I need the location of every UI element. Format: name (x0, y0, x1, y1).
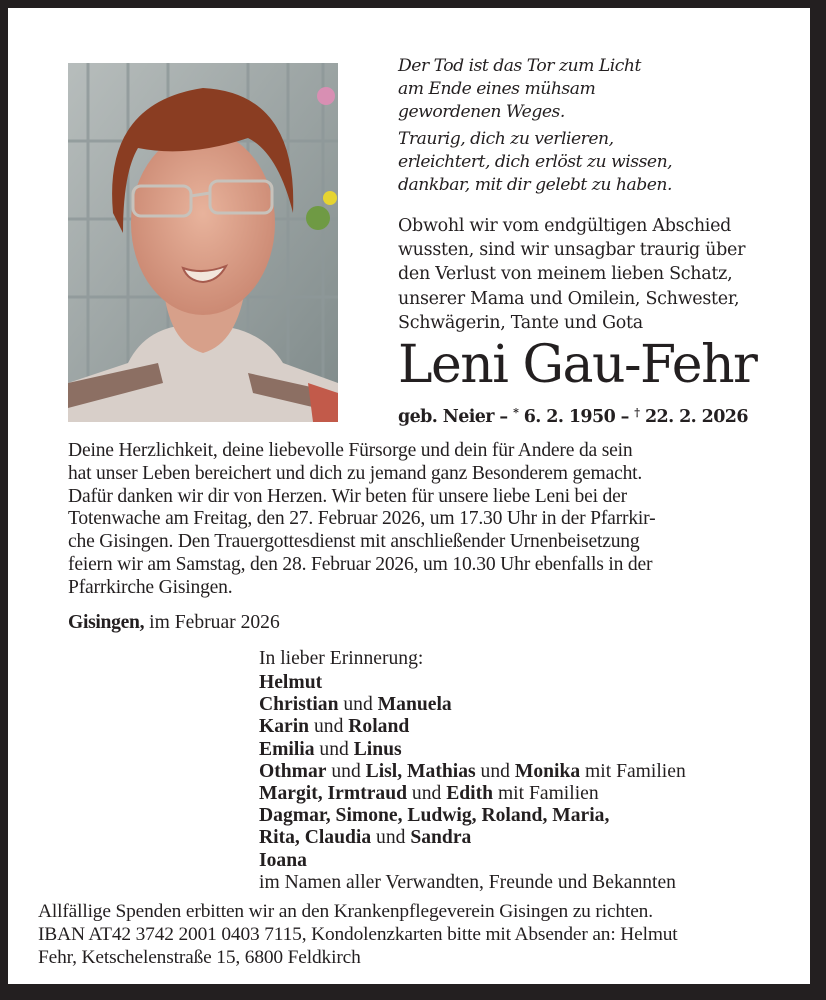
mourner-name: Edith (446, 783, 494, 804)
body-line: Deine Herzlichkeit, deine liebevolle Fürsorge und dein für Andere da sein (68, 440, 633, 461)
intro-line: Obwohl wir vom endgültigen Abschied (398, 216, 732, 236)
intro-line: Schwägerin, Tante und Gota (398, 312, 643, 333)
connector-text: und (475, 760, 515, 782)
intro-line: unserer Mama und Omilein, Schwester, (398, 288, 740, 309)
mourner-name: Othmar (259, 760, 327, 782)
mourner-name: Linus (353, 738, 402, 760)
obituary-notice (8, 8, 810, 984)
connector-text: und (309, 716, 349, 738)
body-line: Pfarrkirche Gisingen. (68, 576, 233, 598)
mourner-name: Ioana (259, 849, 307, 871)
separator: – (615, 407, 635, 427)
connector-text: und (314, 738, 354, 760)
donation-footer (38, 901, 798, 969)
motto-stanza-2 (398, 128, 798, 197)
connector-text: im Namen aller Verwandten, Freunde und Bekannten (259, 871, 676, 893)
connector-text: und (326, 760, 366, 782)
death-cross-icon: † (634, 406, 640, 419)
mourner-names (259, 805, 609, 827)
mourner-names (259, 739, 402, 761)
motto-line: am Ende eines mühsam (398, 79, 596, 99)
connector-text: und (338, 694, 378, 716)
connector-text: mit Familien (580, 760, 686, 782)
connector-text: und (407, 783, 447, 804)
mourner-names (259, 672, 322, 694)
footer-line: Fehr, Ketschelenstraße 15, 6800 Feldkirch (38, 946, 361, 968)
motto-stanza-1 (398, 55, 798, 124)
birth-date: 6. 2. 1950 (518, 407, 616, 427)
mourner-names (259, 850, 307, 872)
place-city: Gisingen, (68, 612, 145, 633)
footer-line: Allfällige Spenden erbitten wir an den Krankenpflegeverein Gisingen zu richten. (38, 901, 653, 922)
connector-text: und (371, 827, 411, 849)
motto-line: erleichtert, dich erlöst zu wissen, (398, 152, 673, 172)
body-line: Totenwache am Freitag, den 27. Februar 2026, um 17.30 Uhr in der Pfarrkir- (68, 508, 656, 530)
life-dates (398, 406, 748, 427)
mourner-name: Roland (348, 716, 410, 738)
mourner-name: Rita, Claudia (259, 827, 372, 849)
death-date: 22. 2. 2026 (639, 407, 748, 427)
mourner-name: Christian (259, 694, 339, 716)
body-line: che Gisingen. Den Trauergottesdienst mit anschließender Urnenbeisetzung (68, 531, 640, 553)
mourner-name: Dagmar, Simone, Ludwig, Roland, Maria, (259, 805, 610, 827)
mourner-name: Emilia (259, 738, 315, 760)
mourner-names (259, 761, 686, 783)
mourner-name: Monika (514, 760, 581, 782)
intro-text (398, 214, 798, 335)
intro-line: wussten, sind wir unsagbar traurig über (398, 240, 746, 261)
portrait-photo (68, 63, 338, 422)
body-line: feiern wir am Samstag, den 28. Februar 2026, um 10.30 Uhr ebenfalls in der (68, 553, 653, 575)
mourner-name: Helmut (259, 672, 323, 693)
footer-line: IBAN AT42 3742 2001 0403 7115, Kondolenzkarten bitte mit Absender an: Helmut (38, 923, 678, 945)
motto-poem (398, 55, 798, 201)
place-month: im Februar 2026 (144, 612, 280, 633)
mourner-name: Margit, Irmtraud (259, 783, 408, 804)
motto-line: dankbar, mit dir gelebt zu haben. (398, 175, 672, 195)
motto-line: Der Tod ist das Tor zum Licht (398, 56, 641, 76)
body-text (68, 440, 768, 600)
body-line: Dafür danken wir dir von Herzen. Wir beten für unsere liebe Leni bei der (68, 485, 627, 507)
mourner-names (259, 827, 471, 849)
mourner-name: Sandra (410, 827, 472, 849)
mourner-names (259, 872, 676, 894)
deceased-name: Leni Gau-Fehr (398, 335, 757, 395)
place-date (68, 612, 280, 634)
mourner-names (259, 783, 599, 805)
portrait-image (68, 63, 338, 422)
birth-star-icon: * (513, 406, 519, 419)
motto-line: gewordenen Weges. (398, 102, 565, 122)
mourner-name: Lisl, Mathias (365, 760, 476, 782)
intro-line: den Verlust von meinem lieben Schatz, (398, 264, 733, 285)
body-line: hat unser Leben bereichert und dich zu jemand ganz Besonderem gemacht. (68, 462, 643, 484)
mourner-name: Karin (259, 716, 310, 738)
separator: – (493, 407, 514, 427)
mourner-names (259, 694, 452, 716)
maiden-name: geb. Neier (398, 407, 494, 427)
mourner-names (259, 716, 409, 738)
motto-line: Traurig, dich zu verlieren, (398, 129, 614, 149)
mourners-heading: In lieber Erinnerung: (259, 648, 424, 669)
mourner-name: Manuela (377, 694, 452, 716)
connector-text: mit Familien (493, 783, 599, 804)
